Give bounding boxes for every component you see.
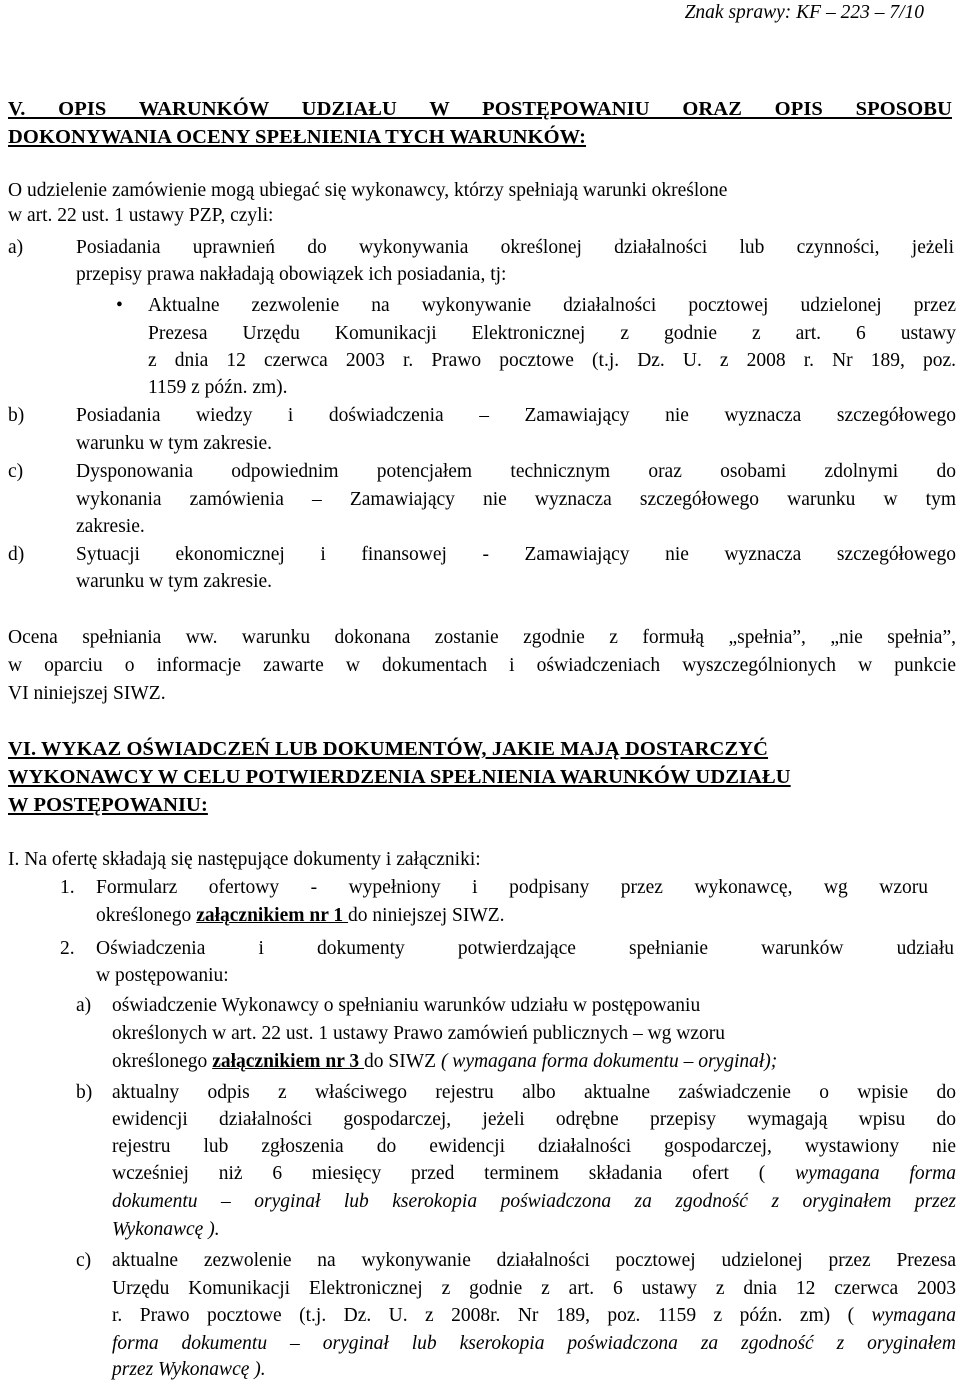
item-2-line2: w postępowaniu:: [96, 965, 229, 986]
bullet-line4: 1159 z późn. zm).: [148, 377, 288, 398]
bullet-icon: •: [116, 295, 123, 316]
evaluation-line1: Ocena spełniania ww. warunku dokonana zostanie zgodnie z formułą „spełnia”, „nie spełnia”,: [8, 627, 956, 648]
sub-b-line2: ewidencji działalności gospodarczej, jeżeli odrębne przepisy wymagają wpisu do: [112, 1109, 956, 1130]
section-v-heading-line2: DOKONYWANIA OCENY SPEŁNIENIA TYCH WARUNKÓW:: [8, 126, 587, 148]
sub-c-marker: c): [76, 1250, 92, 1271]
sub-b-text-pre: wcześniej niż 6 miesięcy przed terminem składania ofert (: [112, 1163, 796, 1184]
item-1-marker: 1.: [60, 877, 75, 898]
item-2-marker: 2.: [60, 938, 75, 959]
section-v-intro-line1: O udzielenie zamówienie mogą ubiegać się wykonawcy, którzy spełniają warunki określone: [8, 180, 728, 201]
condition-b-line1: Posiadania wiedzy i doświadczenia – Zamawiający nie wyznacza szczegółowego: [76, 405, 956, 426]
condition-a-marker: a): [8, 237, 24, 258]
item-1-text-pre: określonego: [96, 905, 197, 926]
condition-c-line3: zakresie.: [76, 516, 145, 537]
sub-a-line3: [112, 1049, 777, 1075]
condition-d-line2: warunku w tym zakresie.: [76, 571, 273, 592]
condition-a-line2: przepisy prawa nakładają obowiązek ich posiadania, tj:: [76, 264, 507, 285]
evaluation-line3: VI niniejszej SIWZ.: [8, 683, 166, 704]
sub-a-form-note: ( wymagana forma dokumentu – oryginał);: [440, 1051, 778, 1072]
sub-b-form-note-start: wymagana forma: [795, 1163, 956, 1184]
section-vi-heading-line2: WYKONAWCY W CELU POTWIERDZENIA SPEŁNIENIA WARUNKÓW UDZIAŁU: [8, 766, 791, 788]
sub-a-text-mid: do SIWZ: [364, 1051, 441, 1072]
sub-b-marker: b): [76, 1082, 93, 1103]
item-2-line1: Oświadczenia i dokumenty potwierdzające spełnianie warunków udziału: [96, 938, 954, 959]
section-v-heading-line1: V. OPIS WARUNKÓW UDZIAŁU W POSTĘPOWANIU ORAZ OPIS SPOSOBU: [8, 98, 952, 120]
condition-c-marker: c): [8, 461, 24, 482]
sub-c-line5: przez Wykonawcę ).: [112, 1359, 266, 1380]
sub-c-line1: aktualne zezwolenie na wykonywanie działalności pocztowej udzielonej przez Prezesa: [112, 1250, 956, 1271]
attachment-1-reference: załącznikiem nr 1: [196, 905, 349, 926]
sub-b-line3: rejestru lub zgłoszenia do ewidencji działalności gospodarczej, wystawiony nie: [112, 1136, 956, 1157]
sub-a-line1: oświadczenie Wykonawcy o spełnianiu warunków udziału w postępowaniu: [112, 995, 701, 1016]
item-1-line2: [96, 903, 505, 929]
item-1-line1: Formularz ofertowy - wypełniony i podpisany przez wykonawcę, wg wzoru: [96, 877, 928, 898]
condition-c-line1: Dysponowania odpowiednim potencjałem technicznym oraz osobami zdolnymi do: [76, 461, 956, 482]
bullet-line3: z dnia 12 czerwca 2003 r. Prawo pocztowe (t.j. Dz. U. z 2008 r. Nr 189, poz.: [148, 350, 956, 371]
section-v-intro-line2: w art. 22 ust. 1 ustawy PZP, czyli:: [8, 205, 274, 226]
sub-b-line5: dokumentu – oryginał lub kserokopia poświadczona za zgodność z oryginałem przez: [112, 1191, 956, 1212]
bullet-line2: Prezesa Urzędu Komunikacji Elektronicznej z godnie z art. 6 ustawy: [148, 323, 956, 344]
condition-d-line1: Sytuacji ekonomicznej i finansowej - Zamawiający nie wyznacza szczegółowego: [76, 544, 956, 565]
section-vi-heading-line1: VI. WYKAZ OŚWIADCZEŃ LUB DOKUMENTÓW, JAKIE MAJĄ DOSTARCZYĆ: [8, 738, 769, 760]
condition-b-marker: b): [8, 405, 25, 426]
sub-c-line2: Urzędu Komunikacji Elektronicznej z godnie z art. 6 ustawy z dnia 12 czerwca 2003: [112, 1278, 956, 1299]
case-number: Znak sprawy: KF – 223 – 7/10: [684, 2, 924, 23]
section-vi-heading-line3: W POSTĘPOWANIU:: [8, 794, 208, 816]
sub-b-line6: Wykonawcę ).: [112, 1219, 220, 1240]
sub-a-marker: a): [76, 995, 92, 1016]
sub-c-text-pre: r. Prawo pocztowe (t.j. Dz. U. z 2008r. Nr 189, poz. 1159 z późn. zm) (: [112, 1305, 872, 1326]
evaluation-line2: w oparciu o informacje zawarte w dokumentach i oświadczeniach wyszczególnionych w punkcie: [8, 655, 956, 676]
sub-b-line1: aktualny odpis z właściwego rejestru albo aktualne zaświadczenie o wpisie do: [112, 1082, 956, 1103]
attachment-3-reference: załącznikiem nr 3: [212, 1051, 365, 1072]
sub-c-form-note-start: wymagana: [871, 1305, 956, 1326]
sub-b-line4: [112, 1161, 956, 1188]
sub-a-line2: określonych w art. 22 ust. 1 ustawy Prawo zamówień publicznych – wg wzoru: [112, 1023, 726, 1044]
condition-c-line2: wykonania zamówienia – Zamawiający nie wyznacza szczegółowego warunku w tym: [76, 489, 956, 510]
bullet-line1: Aktualne zezwolenie na wykonywanie działalności pocztowej udzielonej przez: [148, 295, 956, 316]
sub-c-line3: [112, 1303, 956, 1330]
condition-a-line1: Posiadania uprawnień do wykonywania określonej działalności lub czynności, jeżeli: [76, 237, 954, 258]
sub-c-line4: forma dokumentu – oryginał lub kserokopia poświadczona za zgodność z oryginałem: [112, 1333, 956, 1354]
condition-b-line2: warunku w tym zakresie.: [76, 433, 273, 454]
section-vi-intro: I. Na ofertę składają się następujące dokumenty i załączniki:: [8, 849, 481, 870]
item-1-text-post: do niniejszej SIWZ.: [348, 905, 505, 926]
sub-a-text-pre: określonego: [112, 1051, 213, 1072]
condition-d-marker: d): [8, 544, 25, 565]
